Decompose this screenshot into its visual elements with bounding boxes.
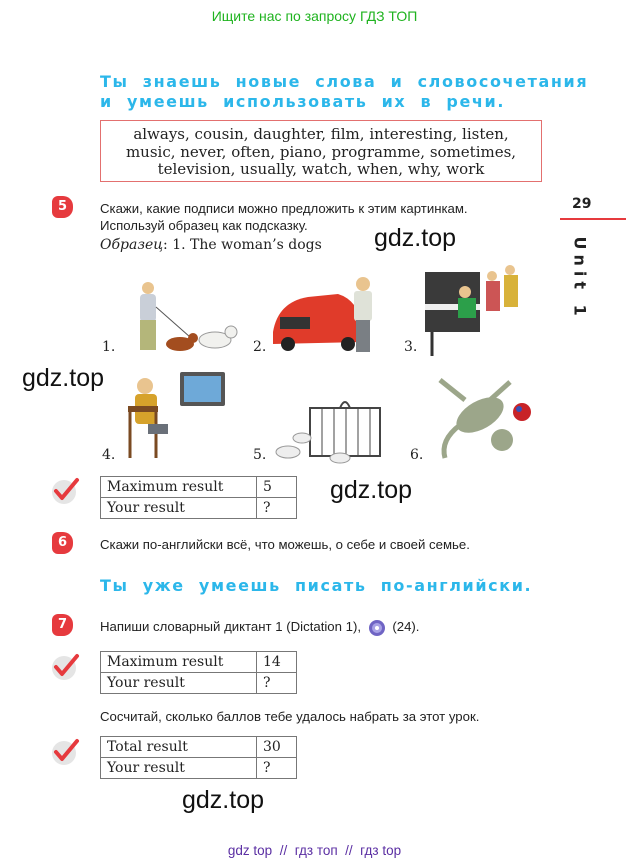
watermark-3: gdz.top (330, 476, 413, 504)
task-7-text: Напиши словарный диктант 1 (Dictation 1), (100, 619, 362, 634)
max-result-value: 5 (257, 477, 297, 498)
woman-walking-dogs-icon (120, 272, 245, 358)
vocab-line-2: music, never, often, piano, programme, sometimes, (125, 142, 517, 161)
checkmark-icon (50, 737, 82, 767)
table-row (101, 737, 297, 758)
grandpa-watching-tv-icon (120, 366, 230, 464)
unit-label-text: Unit 1 (570, 236, 590, 321)
task-7-instruction (100, 618, 419, 637)
task-5-instruction (100, 200, 555, 234)
cat-with-ball-icon (430, 370, 540, 465)
boy-playing-piano-icon (420, 262, 530, 358)
mice-and-cage-icon (270, 396, 385, 464)
task-number-6: 6 (52, 532, 73, 554)
page-number: 29 (572, 196, 592, 212)
model-label: Образец (100, 237, 164, 253)
watermark-2: gdz.top (22, 364, 105, 392)
task-5-line-1: Скажи, какие подписи можно предложить к этим картинкам. (100, 201, 468, 216)
picture-6-number: 6. (410, 447, 424, 463)
watermark-1: gdz.top (374, 224, 457, 252)
bottom-banner[interactable]: gdz top // гдз топ // гдз top (227, 843, 402, 858)
checkmark-icon (50, 652, 82, 682)
picture-2-number: 2. (253, 339, 267, 355)
max-result-label: Maximum result (101, 652, 257, 673)
your-result-label: Your result (101, 758, 257, 779)
picture-5-number: 5. (253, 447, 267, 463)
result-table-3 (100, 736, 297, 779)
table-row (101, 673, 297, 694)
man-with-car-icon (268, 272, 388, 356)
result-table-1 (100, 476, 297, 519)
section-heading-vocabulary (100, 72, 588, 112)
your-result-value: ? (257, 498, 297, 519)
vocabulary-box (100, 120, 542, 182)
audio-cd-icon[interactable] (368, 619, 386, 637)
picture-4-number: 4. (102, 447, 116, 463)
unit-label (565, 236, 595, 332)
heading-line-2: и умеешь использовать их в речи. (100, 92, 505, 111)
model-text: : 1. The woman’s dogs (163, 237, 322, 253)
task-7-track: (24). (392, 619, 420, 634)
your-result-value: ? (257, 673, 297, 694)
vocab-line-3: television, usually, watch, when, why, work (157, 160, 485, 178)
picture-3-number: 3. (404, 339, 418, 355)
task-number-7: 7 (52, 614, 73, 636)
table-row (101, 498, 297, 519)
vocab-line-1: always, cousin, daughter, film, interesting, listen, (133, 125, 509, 143)
section-heading-writing: Ты уже умеешь писать по-английски. (100, 576, 533, 595)
watermark-4: gdz.top (182, 786, 265, 814)
task-number-5: 5 (52, 196, 73, 218)
table-row (101, 758, 297, 779)
max-result-value: 14 (257, 652, 297, 673)
heading-line-1: Ты знаешь новые слова и словосочетания (100, 72, 589, 91)
count-instruction: Сосчитай, сколько баллов тебе удалось набрать за этот урок. (100, 709, 480, 724)
your-result-label: Your result (101, 498, 257, 519)
total-result-value: 30 (257, 737, 297, 758)
task-6-instruction: Скажи по-английски всё, что можешь, о себе и своей семье. (100, 537, 470, 552)
table-row (101, 652, 297, 673)
task-5-line-2: Используй образец как подсказку. (100, 218, 308, 233)
total-result-label: Total result (101, 737, 257, 758)
top-banner[interactable]: Ищите нас по запросу ГДЗ ТОП (211, 8, 418, 24)
picture-1-number: 1. (102, 339, 116, 355)
your-result-value: ? (257, 758, 297, 779)
model-example (100, 237, 322, 253)
checkmark-icon (50, 476, 82, 506)
table-row (101, 477, 297, 498)
page-number-underline (560, 218, 626, 220)
max-result-label: Maximum result (101, 477, 257, 498)
result-table-2 (100, 651, 297, 694)
your-result-label: Your result (101, 673, 257, 694)
